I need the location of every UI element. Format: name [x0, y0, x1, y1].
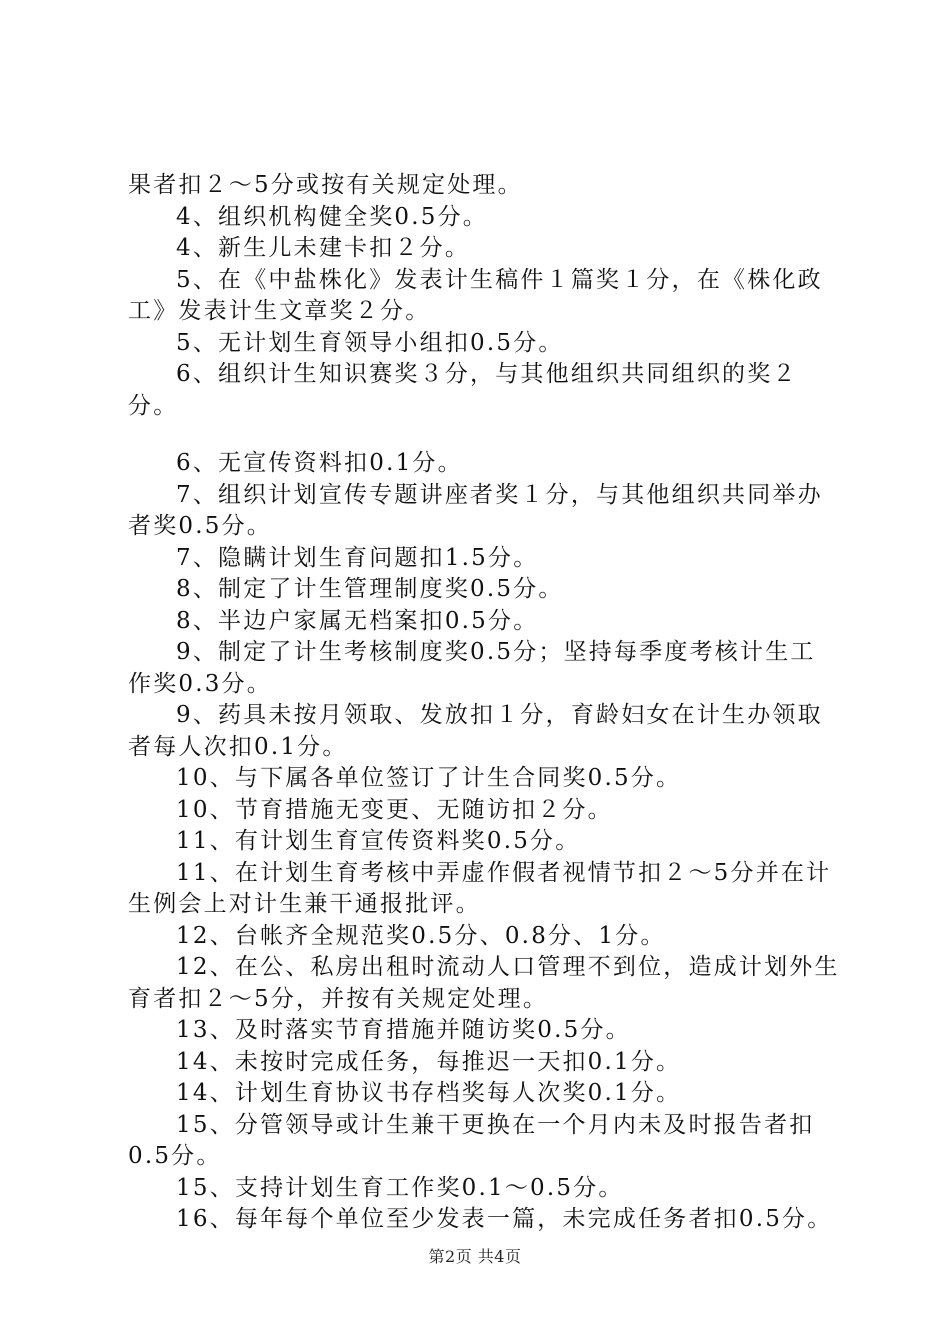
paragraph-item: 15、支持计划生育工作奖0.1～0.5分。 [176, 1174, 624, 1201]
paragraph-item: 12、台帐齐全规范奖0.5分、0.8分、1分。 [176, 922, 666, 949]
document-body [128, 170, 840, 1236]
paragraph-item: 6、组织计生知识赛奖３分，与其他组织共同组织的奖２分。 [128, 361, 798, 419]
paragraph-item: 8、制定了计生管理制度奖0.5分。 [176, 576, 564, 602]
paragraph-item: 8、半边户家属无档案扣0.5分。 [176, 607, 539, 634]
paragraph-item: 16、每年每个单位至少发表一篇，未完成任务者扣0.5分。 [176, 1206, 833, 1232]
paragraph-item: 12、在公、私房出租时流动人口管理不到位，造成计划外生育者扣２～5分，并按有关规定处理。 [128, 954, 840, 1012]
page-footer [0, 1244, 950, 1267]
paragraph-item: 5、无计划生育领导小组扣0.5分。 [176, 329, 564, 356]
paragraph-item: 9、药具未按月领取、发放扣１分，育龄妇女在计生办领取者每人次扣0.1分。 [128, 702, 823, 760]
paragraph-item: 15、分管领导或计生兼干更换在一个月内未及时报告者扣0.5分。 [128, 1111, 815, 1169]
paragraph-item: 6、无宣传资料扣0.1分。 [176, 450, 463, 476]
paragraph-item: 10、与下属各单位签订了计生合同奖0.5分。 [176, 765, 682, 791]
page-number-label: 第2页 共4页 [428, 1247, 522, 1266]
paragraph-item: 14、未按时完成任务，每推迟一天扣0.1分。 [176, 1048, 682, 1075]
paragraph-item: 11、有计划生育宣传资料奖0.5分。 [176, 828, 581, 854]
paragraph-item: 11、在计划生育考核中弄虚作假者视情节扣２～5分并在计生例会上对计生兼干通报批评。 [128, 859, 832, 917]
paragraph-item: 7、隐瞒计划生育问题扣1.5分。 [176, 544, 539, 571]
paragraph-item: 10、节育措施无变更、无随访扣２分。 [176, 796, 613, 823]
paragraph-item: 7、组织计划宣传专题讲座者奖１分，与其他组织共同举办者奖0.5分。 [128, 481, 823, 539]
paragraph-item: 13、及时落实节育措施并随访奖0.5分。 [176, 1017, 631, 1043]
paragraph-item: 14、计划生育协议书存档奖每人次奖0.1分。 [176, 1080, 682, 1106]
paragraph-item: 4、组织机构健全奖0.5分。 [176, 203, 489, 230]
paragraph-item: 9、制定了计生考核制度奖0.5分；坚持每季度考核计生工作奖0.3分。 [128, 639, 816, 697]
paragraph-continuation: 果者扣２～5分或按有关规定处理。 [128, 172, 523, 198]
paragraph-item: 4、新生儿未建卡扣２分。 [176, 235, 471, 261]
paragraph-item: 5、在《中盐株化》发表计生稿件１篇奖１分，在《株化政工》发表计生文章奖２分。 [128, 266, 823, 324]
